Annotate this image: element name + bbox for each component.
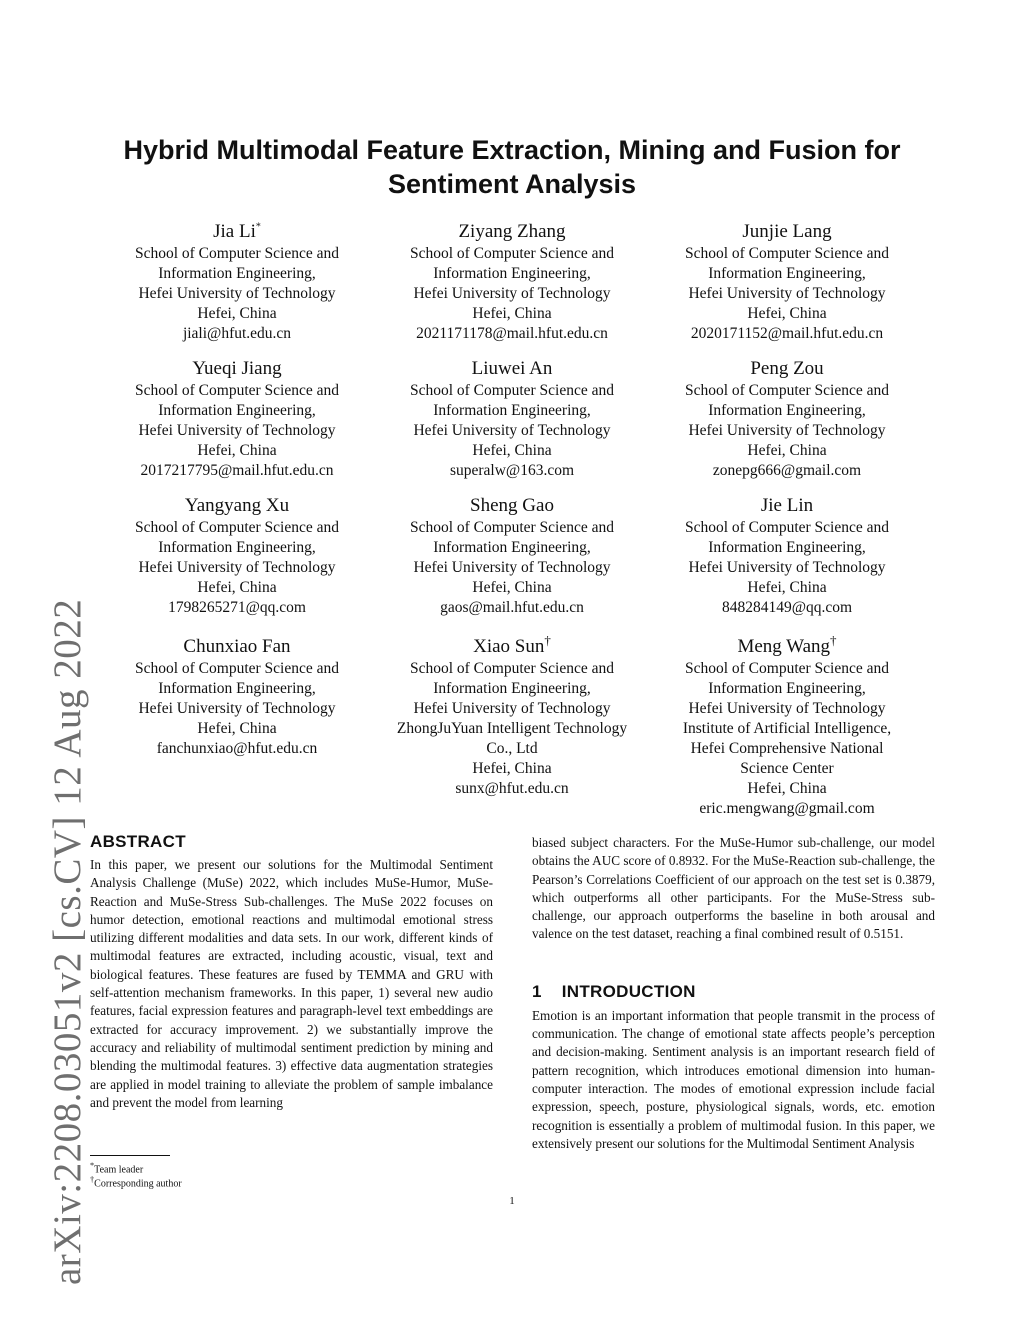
author-affiliation-line: Hefei, China <box>472 760 552 777</box>
author-name <box>102 494 372 518</box>
author-affiliation-line: Hefei, China <box>472 579 552 596</box>
author-name <box>652 632 922 659</box>
author-affiliation-line: School of Computer Science and <box>134 519 340 536</box>
author-affiliation-line: Hefei, China <box>197 305 277 322</box>
footnote-text: Team leader <box>94 1164 144 1176</box>
author-affiliation-line: School of Computer Science and <box>684 382 890 399</box>
author-affiliation-line: Information Engineering, <box>433 680 591 697</box>
author-mark: † <box>544 632 551 648</box>
author-name-text: Yueqi Jiang <box>192 358 282 379</box>
author-name <box>652 220 922 244</box>
author-name-text: Yangyang Xu <box>184 495 290 516</box>
author-email: 2017217795@mail.hfut.edu.cn <box>140 462 334 479</box>
author-affiliation-line: Science Center <box>740 760 834 777</box>
author-email: eric.mengwang@gmail.com <box>699 800 875 817</box>
arxiv-sidebar <box>22 345 89 1285</box>
author-affiliation-line: Co., Ltd <box>486 740 538 757</box>
author-block <box>102 494 372 618</box>
author-email: 2020171152@mail.hfut.edu.cn <box>690 325 884 342</box>
author-email: 2021171178@mail.hfut.edu.cn <box>416 325 608 342</box>
author-affiliation-line: Hefei University of Technology <box>688 422 886 439</box>
author-affiliation-line: School of Computer Science and <box>684 660 890 677</box>
author-affiliation-line: School of Computer Science and <box>134 245 340 262</box>
author-affiliation-line: Hefei Comprehensive National <box>690 740 884 757</box>
author-name <box>377 357 647 381</box>
title-line-2: Sentiment Analysis <box>387 169 637 199</box>
author-block <box>102 635 372 759</box>
author-affiliation-line: School of Computer Science and <box>409 245 615 262</box>
author-affiliation-line: Hefei University of Technology <box>413 559 611 576</box>
introduction-heading <box>532 982 935 1002</box>
author-affiliation-line: Hefei, China <box>472 305 552 322</box>
abstract-section <box>90 832 493 1112</box>
author-affiliation-line: Hefei University of Technology <box>138 285 336 302</box>
author-affiliation-line: Hefei, China <box>747 305 827 322</box>
paper-title <box>90 133 934 201</box>
author-affiliation-line: Information Engineering, <box>433 402 591 419</box>
author-affiliation-line: Hefei University of Technology <box>688 700 886 717</box>
author-affiliation-line: Hefei University of Technology <box>413 285 611 302</box>
author-affiliation-line: Hefei, China <box>197 579 277 596</box>
author-name <box>377 220 647 244</box>
author-affiliation-line: Hefei University of Technology <box>138 422 336 439</box>
author-mark: * <box>255 221 261 233</box>
author-block <box>377 494 647 618</box>
author-email: sunx@hfut.edu.cn <box>455 780 569 797</box>
author-affiliation-line: Information Engineering, <box>158 402 316 419</box>
author-block <box>102 357 372 481</box>
author-affiliation-line: Hefei, China <box>747 780 827 797</box>
footnote-rule <box>90 1155 170 1156</box>
author-name-text: Ziyang Zhang <box>458 221 566 242</box>
author-email: superalw@163.com <box>449 462 575 479</box>
author-name-text: Junjie Lang <box>742 221 832 242</box>
author-name <box>377 632 647 659</box>
author-mark: † <box>830 632 837 648</box>
footnote-mark: † <box>90 1175 95 1184</box>
author-affiliation-line: School of Computer Science and <box>409 660 615 677</box>
author-block <box>377 220 647 344</box>
author-affiliation-line: School of Computer Science and <box>409 382 615 399</box>
author-affiliation-line: Hefei University of Technology <box>413 422 611 439</box>
author-name-text: Jia Li <box>213 221 256 242</box>
author-name-text: Meng Wang <box>737 636 831 657</box>
author-affiliation-line: Hefei University of Technology <box>413 700 611 717</box>
author-name <box>652 494 922 518</box>
author-affiliation-line: ZhongJuYuan Intelligent Technology <box>396 720 628 737</box>
author-email: fanchunxiao@hfut.edu.cn <box>156 740 318 757</box>
author-name-text: Jie Lin <box>760 495 814 516</box>
author-block <box>652 220 922 344</box>
author-affiliation-line: Information Engineering, <box>708 402 866 419</box>
author-affiliation-line: Hefei, China <box>747 442 827 459</box>
author-affiliation-line: Hefei University of Technology <box>138 559 336 576</box>
author-name <box>102 357 372 381</box>
author-affiliation-line: School of Computer Science and <box>134 382 340 399</box>
author-affiliation-line: Hefei University of Technology <box>138 700 336 717</box>
author-block <box>377 632 647 799</box>
author-affiliation-line: School of Computer Science and <box>134 660 340 677</box>
author-block <box>377 357 647 481</box>
abstract-heading: ABSTRACT <box>90 832 186 851</box>
author-affiliation-line: Information Engineering, <box>158 680 316 697</box>
author-affiliation-line: Hefei University of Technology <box>688 559 886 576</box>
author-block <box>102 220 372 344</box>
author-email: gaos@mail.hfut.edu.cn <box>440 599 584 616</box>
footnote-mark: * <box>90 1161 95 1170</box>
author-email: jiali@hfut.edu.cn <box>182 325 292 342</box>
author-affiliation-line: School of Computer Science and <box>409 519 615 536</box>
author-affiliation-line: Hefei, China <box>197 442 277 459</box>
author-name <box>102 635 372 659</box>
author-affiliation-line: Information Engineering, <box>433 539 591 556</box>
section-number: 1 <box>532 981 542 1001</box>
author-affiliation-line: Information Engineering, <box>708 680 866 697</box>
author-affiliation-line: Hefei, China <box>197 720 277 737</box>
author-affiliation-line: Information Engineering, <box>708 265 866 282</box>
author-affiliation-line: Information Engineering, <box>158 265 316 282</box>
author-block <box>652 632 922 819</box>
author-name <box>377 494 647 518</box>
author-name-text: Chunxiao Fan <box>183 636 291 657</box>
section-title: INTRODUCTION <box>561 981 696 1001</box>
author-email: zonepg666@gmail.com <box>712 462 862 479</box>
author-affiliation-line: Information Engineering, <box>158 539 316 556</box>
title-line-1: Hybrid Multimodal Feature Extraction, Mining and Fusion for <box>123 135 901 165</box>
author-affiliation-line: Hefei, China <box>747 579 827 596</box>
author-email: 848284149@qq.com <box>721 599 853 616</box>
footnote-text: Corresponding author <box>94 1178 182 1190</box>
author-name <box>102 220 372 244</box>
author-name <box>652 357 922 381</box>
author-email: 1798265271@qq.com <box>168 599 306 616</box>
author-affiliation-line: Hefei University of Technology <box>688 285 886 302</box>
page-number: 1 <box>509 1195 515 1207</box>
author-block <box>652 357 922 481</box>
author-name-text: Liuwei An <box>471 358 553 379</box>
abstract-text-left: In this paper, we present our solutions for the Multimodal Sentiment Analysis Challenge (MuSe) 2022, which includes MuSe-Humor, MuSe-Reaction and MuSe-Stress Sub-challenges. The MuSe 2022 focuses on humor detection, emotional reactions and multimodal emotional stress utilizing different modalities and data sets. In our work, different kinds of multimodal features are extracted, including acoustic, visual, text and biological features. These features are fused by TEMMA and GRU with self-attention mechanism frameworks. In this paper, 1) several new audio features, facial expression features and paragraph-level text embeddings are extracted for accuracy improvement. 2) we substantially improve the accuracy and reliability of multimodal sentiment prediction by mining and blending the multimodal features. 3) effective data augmentation strategies are applied in model training to alleviate the problem of sample imbalance and prevent the model from learning <box>90 857 493 1110</box>
introduction-text: Emotion is an important information that people transmit in the process of communication. The change of emotional state affects people’s perception and decision-making. Sentiment analysis is an important research field of pattern recognition, which introduces emotional dimension into human-computer interaction. The modes of emotional expression include facial expression, speech, posture, physiological signals, words, etc. emotion recognition is essentially a problem of multimodal fusion. In this paper, we extensively present our solutions for the Multimodal Sentiment Analysis <box>532 1007 935 1151</box>
author-name-text: Peng Zou <box>750 358 824 379</box>
right-column <box>532 834 935 1153</box>
author-block <box>652 494 922 618</box>
author-name-text: Xiao Sun <box>473 636 545 657</box>
author-name-text: Sheng Gao <box>470 495 554 516</box>
author-affiliation-line: School of Computer Science and <box>684 519 890 536</box>
arxiv-identifier: arXiv:2208.03051v2 [cs.CV] 12 Aug 2022 <box>46 598 89 1285</box>
author-affiliation-line: Hefei, China <box>472 442 552 459</box>
footnote-corresponding <box>90 1173 182 1190</box>
abstract-text-right: biased subject characters. For the MuSe-Humor sub-challenge, our model obtains the AUC score of 0.8932. For the MuSe-Reaction sub-challenge, the Pearson’s Correlations Coefficient of our approach on the test set is 0.3879, which outperforms all other participants. For the MuSe-Stress sub-challenge, our approach outperforms the baseline in both arousal and valence on the test dataset, reaching a final combined result of 0.5151. <box>532 835 935 942</box>
author-affiliation-line: Institute of Artificial Intelligence, <box>682 720 892 737</box>
author-affiliation-line: Information Engineering, <box>708 539 866 556</box>
author-affiliation-line: Information Engineering, <box>433 265 591 282</box>
author-affiliation-line: School of Computer Science and <box>684 245 890 262</box>
